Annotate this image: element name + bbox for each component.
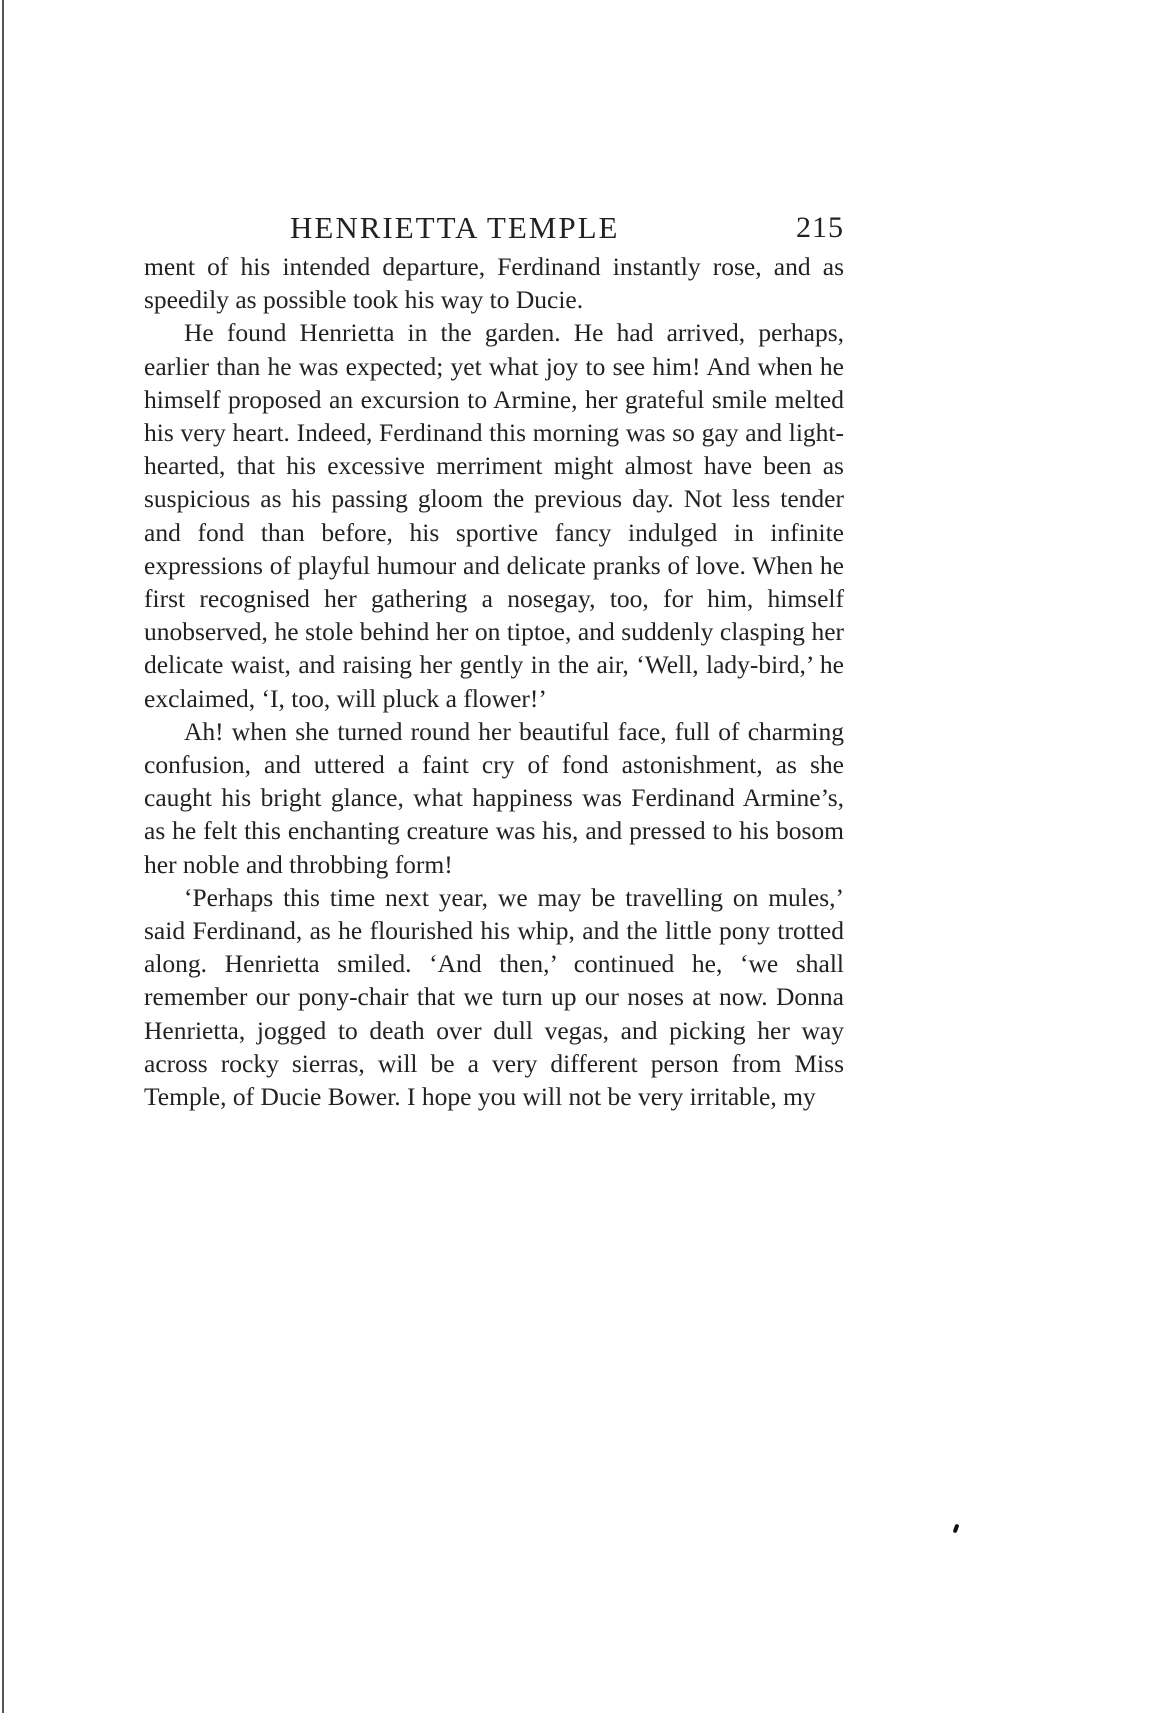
- paragraph-garden: He found Henrietta in the garden. He had arrived, perhaps, earlier than he was expected; yet what joy to see him! And when he himself proposed an excursion to Armine, her grateful smile melted his very heart. Indeed, Ferdinand this morning was so gay and light-hearted, that his excessive merriment might almost have been as suspicious as his passing gloom the previous day. Not less tender and fond than before, his sportive fancy indulged in infinite expressions of playful humour and delicate pranks of love. When he first recognised her gathering a nosegay, too, for him, himself unobserved, he stole behind her on tiptoe, and suddenly clasping her delicate waist, and raising her gently in the air, ‘Well, lady-bird,’ he exclaimed, ‘I, too, will pluck a flower!’: [144, 318, 844, 713]
- scan-edge-line: [2, 0, 4, 1713]
- paragraph-embrace: Ah! when she turned round her beautiful face, full of charming confusion, and uttered a faint cry of fond astonishment, as she caught his bright glance, what happiness was Ferdinand Armine’s, as he felt this enchanting creature was his, and pressed to his bosom her noble and throbbing form!: [144, 716, 844, 879]
- page-number: 215: [796, 211, 844, 244]
- paragraph-mules: ‘Perhaps this time next year, we may be travelling on mules,’ said Ferdinand, as he flourished his whip, and the little pony trotted along. Henrietta smiled. ‘And then,’ continued he, ‘we shall remember our pony-chair that we turn up our noses at now. Donna Henrietta, jogged to death over dull vegas, and picking her way across rocky sierras, will be a very different person from Miss Temple, of Ducie Bower. I hope you will not be very irritable, my: [144, 882, 844, 1112]
- running-head: [144, 206, 844, 250]
- paragraph-continuation: ment of his intended departure, Ferdinand instantly rose, and as speedily as possible took his way to Ducie.: [144, 252, 844, 315]
- ink-speck: [953, 1524, 960, 1534]
- body-text: [144, 250, 844, 1113]
- book-page: [144, 206, 844, 1113]
- running-title: HENRIETTA TEMPLE: [290, 210, 620, 245]
